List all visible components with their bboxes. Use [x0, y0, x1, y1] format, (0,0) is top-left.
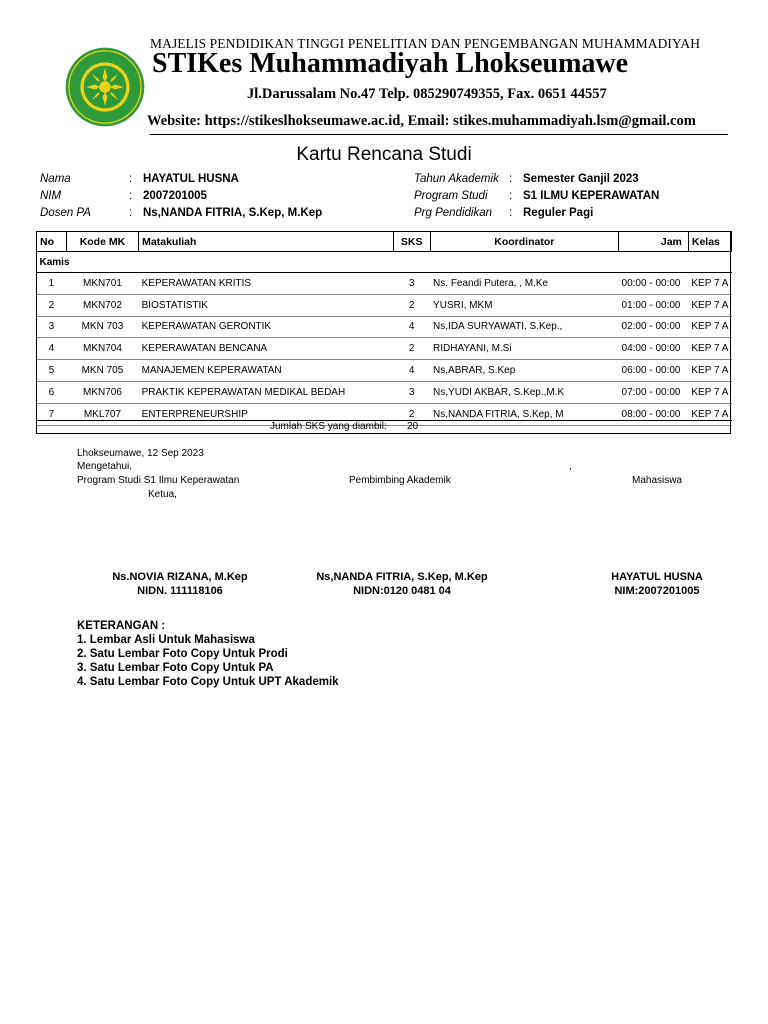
cell-no: 4	[37, 338, 67, 360]
comma-mark: ,	[569, 461, 572, 472]
info-value-prg-pendidikan: Reguler Pagi	[523, 207, 594, 219]
signatory-pa-id: NIDN:0120 0481 04	[353, 585, 451, 597]
info-label-nama: Nama	[40, 173, 71, 185]
header-divider	[150, 134, 728, 135]
cell-kode: MKN701	[66, 273, 138, 295]
mengetahui-label: Mengetahui,	[77, 461, 133, 472]
cell-no: 2	[37, 294, 67, 316]
cell-no: 1	[37, 273, 67, 295]
cell-matakuliah: MANAJEMEN KEPERAWATAN	[139, 360, 394, 382]
table-header-row	[37, 232, 732, 252]
cell-kelas: KEP 7 A	[688, 294, 731, 316]
cell-jam: 01:00 - 00:00	[619, 294, 689, 316]
cell-kode: MKN 705	[66, 360, 138, 382]
signatory-pa-name: Ns,NANDA FITRIA, S.Kep, M.Kep	[316, 571, 488, 583]
col-header-kelas: Kelas	[688, 232, 731, 252]
cell-sks: 2	[393, 294, 430, 316]
keterangan-item: 1. Lembar Asli Untuk Mahasiswa	[77, 634, 255, 646]
cell-koordinator: Ns,YUDI AKBAR, S.Kep.,M.K	[430, 381, 618, 403]
total-sks-label: Jumlah SKS yang diambil:	[270, 421, 387, 432]
info-sep: :	[509, 173, 513, 185]
keterangan-section	[77, 619, 339, 689]
cell-jam: 02:00 - 00:00	[619, 316, 689, 338]
info-label-nim: NIM	[40, 190, 62, 202]
cell-kelas: KEP 7 A	[688, 273, 731, 295]
col-header-koordinator: Koordinator	[430, 232, 618, 252]
table-row	[37, 294, 732, 316]
col-header-no: No	[37, 232, 67, 252]
header-website: Website: https://stikeslhokseumawe.ac.id, Email: stikes.muhammadiyah.lsm@gmail.com	[147, 113, 696, 129]
pembimbing-label: Pembimbing Akademik	[349, 475, 451, 486]
keterangan-item: 2. Satu Lembar Foto Copy Untuk Prodi	[77, 648, 288, 660]
cell-jam: 08:00 - 00:00	[619, 403, 689, 425]
day-label: Kamis	[37, 252, 732, 273]
info-sep: :	[129, 190, 133, 202]
cell-sks: 4	[393, 316, 430, 338]
cell-koordinator: Ns,IDA SURYAWATI, S.Kep.,	[430, 316, 618, 338]
info-sep: :	[129, 207, 133, 219]
total-sks-value: 20	[407, 421, 419, 432]
ketua-label: Ketua,	[148, 489, 177, 500]
cell-kelas: KEP 7 A	[688, 381, 731, 403]
col-header-jam: Jam	[619, 232, 689, 252]
info-label-tahun-akademik: Tahun Akademik	[414, 173, 499, 185]
keterangan-item: 4. Satu Lembar Foto Copy Untuk UPT Akademik	[77, 676, 339, 688]
cell-koordinator: RIDHAYANI, M.Si	[430, 338, 618, 360]
prodi-label: Program Studi S1 Ilmu Keperawatan	[77, 475, 240, 486]
info-value-nim: 2007201005	[143, 190, 207, 202]
cell-matakuliah: PRAKTIK KEPERAWATAN MEDIKAL BEDAH	[139, 381, 394, 403]
info-value-dosen-pa: Ns,NANDA FITRIA, S.Kep, M.Kep	[143, 207, 323, 219]
info-value-program-studi: S1 ILMU KEPERAWATAN	[523, 190, 660, 202]
cell-sks: 3	[393, 381, 430, 403]
cell-kode: MKN702	[66, 294, 138, 316]
signatory-student-name: HAYATUL HUSNA	[611, 571, 703, 583]
signatory-ketua-name: Ns.NOVIA RIZANA, M.Kep	[112, 571, 248, 583]
table-row	[37, 273, 732, 295]
cell-koordinator: Ns. Feandi Putera, , M.Ke	[430, 273, 618, 295]
cell-sks: 4	[393, 360, 430, 382]
cell-kode: MKN 703	[66, 316, 138, 338]
header-organization: MAJELIS PENDIDIKAN TINGGI PENELITIAN DAN PENGEMBANGAN MUHAMMADIYAH	[150, 36, 701, 51]
institution-logo-icon	[64, 46, 146, 128]
signatory-student-id: NIM:2007201005	[614, 585, 700, 597]
cell-sks: 2	[393, 403, 430, 425]
cell-kelas: KEP 7 A	[688, 403, 731, 425]
col-header-matakuliah: Matakuliah	[139, 232, 394, 252]
cell-kelas: KEP 7 A	[688, 338, 731, 360]
info-sep: :	[129, 173, 133, 185]
col-header-kode: Kode MK	[66, 232, 138, 252]
table-row	[37, 338, 732, 360]
cell-jam: 04:00 - 00:00	[619, 338, 689, 360]
cell-kode: MKL707	[66, 403, 138, 425]
cell-no: 7	[37, 403, 67, 425]
cell-kelas: KEP 7 A	[688, 316, 731, 338]
signatory-ketua-id: NIDN. 111118106	[137, 585, 223, 597]
cell-sks: 3	[393, 273, 430, 295]
cell-jam: 06:00 - 00:00	[619, 360, 689, 382]
info-label-dosen-pa: Dosen PA	[40, 207, 91, 219]
col-header-sks: SKS	[393, 232, 430, 252]
cell-matakuliah: KEPERAWATAN KRITIS	[139, 273, 394, 295]
keterangan-item: 3. Satu Lembar Foto Copy Untuk PA	[77, 662, 274, 674]
cell-kelas: KEP 7 A	[688, 360, 731, 382]
cell-jam: 07:00 - 00:00	[619, 381, 689, 403]
cell-kode: MKN706	[66, 381, 138, 403]
cell-no: 5	[37, 360, 67, 382]
header-institution-name: STIKes Muhammadiyah Lhokseumawe	[152, 48, 629, 79]
table-row	[37, 381, 732, 403]
cell-matakuliah: BIOSTATISTIK	[139, 294, 394, 316]
cell-koordinator: Ns,ABRAR, S.Kep	[430, 360, 618, 382]
cell-no: 6	[37, 381, 67, 403]
info-label-prg-pendidikan: Prg Pendidikan	[414, 207, 492, 219]
table-row	[37, 360, 732, 382]
cell-kode: MKN704	[66, 338, 138, 360]
cell-jam: 00:00 - 00:00	[619, 273, 689, 295]
info-sep: :	[509, 190, 513, 202]
cell-koordinator: Ns,NANDA FITRIA, S.Kep, M	[430, 403, 618, 425]
header-address: Jl.Darussalam No.47 Telp. 085290749355, Fax. 0651 44557	[247, 86, 607, 102]
keterangan-title: KETERANGAN :	[77, 620, 166, 632]
course-table	[36, 231, 732, 426]
mahasiswa-label: Mahasiswa	[632, 475, 683, 486]
day-group-row	[37, 252, 732, 273]
document-title: Kartu Rencana Studi	[296, 144, 472, 165]
info-label-program-studi: Program Studi	[414, 190, 488, 202]
cell-matakuliah: KEPERAWATAN GERONTIK	[139, 316, 394, 338]
cell-no: 3	[37, 316, 67, 338]
cell-matakuliah: KEPERAWATAN BENCANA	[139, 338, 394, 360]
table-row	[37, 316, 732, 338]
info-sep: :	[509, 207, 513, 219]
cell-matakuliah: ENTERPRENEURSHIP	[139, 403, 394, 425]
info-value-nama: HAYATUL HUSNA	[143, 173, 239, 185]
cell-sks: 2	[393, 338, 430, 360]
info-value-tahun-akademik: Semester Ganjil 2023	[523, 173, 639, 185]
cell-koordinator: YUSRI, MKM	[430, 294, 618, 316]
place-date: Lhokseumawe, 12 Sep 2023	[77, 448, 204, 459]
